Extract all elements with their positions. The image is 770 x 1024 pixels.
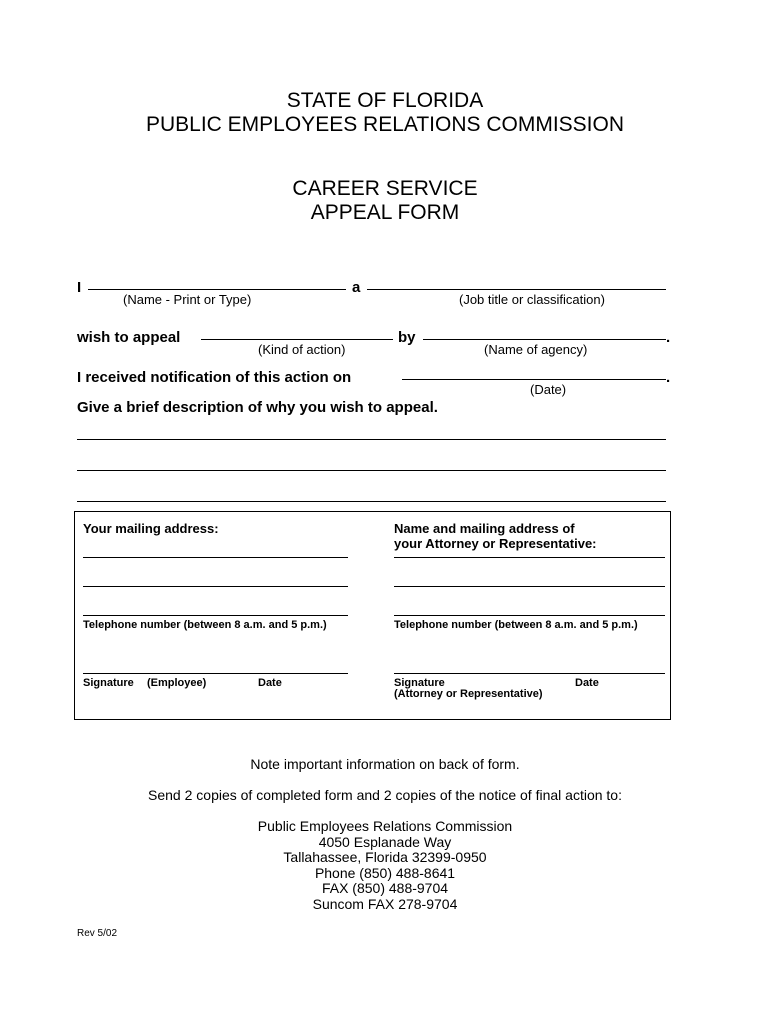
signature-line-right[interactable] xyxy=(394,673,665,674)
period-1: . xyxy=(666,329,671,346)
title-state: STATE OF FLORIDA xyxy=(286,89,484,112)
attorney-address-label xyxy=(394,521,597,551)
phone-caption-left: Telephone number (between 8 a.m. and 5 p.m.) xyxy=(83,619,327,631)
address-block xyxy=(0,819,770,912)
note-text: Note important information on back of form. xyxy=(250,756,520,772)
revision-label: Rev 5/02 xyxy=(77,928,118,939)
address-line-4: Phone (850) 488-8641 xyxy=(314,864,456,881)
description-line-1[interactable] xyxy=(77,439,666,440)
address-line-1: Public Employees Relations Commission xyxy=(257,818,513,834)
title-commission: PUBLIC EMPLOYEES RELATIONS COMMISSION xyxy=(145,113,625,136)
attorney-address-line-2[interactable] xyxy=(394,586,665,587)
agency-field-line[interactable] xyxy=(423,339,666,340)
job-title-caption: (Job title or classification) xyxy=(459,292,605,307)
name-caption: (Name - Print or Type) xyxy=(123,292,252,307)
kind-of-action-caption: (Kind of action) xyxy=(258,342,346,357)
by-label: by xyxy=(398,329,416,346)
mailing-address-line-2[interactable] xyxy=(83,586,348,587)
agency-caption: (Name of agency) xyxy=(484,342,588,357)
attorney-label-line-1: Name and mailing address of xyxy=(394,521,575,536)
a-label: a xyxy=(352,279,361,296)
period-2: . xyxy=(666,369,671,386)
phone-caption-right: Telephone number (between 8 a.m. and 5 p.m.) xyxy=(394,619,638,631)
signature-caption-right: Signature xyxy=(394,677,445,689)
i-label: I xyxy=(77,279,82,296)
address-line-6: Suncom FAX 278-9704 xyxy=(312,895,458,912)
wish-to-appeal-label: wish to appeal xyxy=(77,329,181,346)
name-field-line[interactable] xyxy=(88,289,346,290)
kind-of-action-field-line[interactable] xyxy=(201,339,393,340)
date-caption-left: Date xyxy=(258,677,282,689)
mailing-address-label: Your mailing address: xyxy=(83,521,219,536)
attorney-label-line-2: your Attorney or Representative: xyxy=(394,536,597,551)
representative-caption: (Attorney or Representative) xyxy=(394,688,543,700)
description-line-3[interactable] xyxy=(77,501,666,502)
employee-caption: (Employee) xyxy=(147,677,207,689)
job-title-field-line[interactable] xyxy=(367,289,666,290)
notification-date-field-line[interactable] xyxy=(402,379,666,380)
date-caption: (Date) xyxy=(530,382,567,397)
date-caption-right: Date xyxy=(575,677,599,689)
title-appeal-form: APPEAL FORM xyxy=(310,201,460,224)
address-line-5: FAX (850) 488-9704 xyxy=(321,880,449,896)
title-career-service: CAREER SERVICE xyxy=(292,177,478,200)
description-label: Give a brief description of why you wish to appeal. xyxy=(77,399,438,416)
phone-line-right[interactable] xyxy=(394,615,665,616)
address-line-3: Tallahassee, Florida 32399-0950 xyxy=(283,849,487,865)
signature-line-left[interactable] xyxy=(83,673,348,674)
description-line-2[interactable] xyxy=(77,470,666,471)
send-copies-text: Send 2 copies of completed form and 2 copies of the notice of final action to: xyxy=(148,787,622,803)
mailing-address-line-1[interactable] xyxy=(83,557,348,558)
phone-line-left[interactable] xyxy=(83,615,348,616)
address-line-2: 4050 Esplanade Way xyxy=(318,833,452,850)
signature-caption-left: Signature xyxy=(83,677,134,689)
attorney-address-line-1[interactable] xyxy=(394,557,665,558)
notification-label: I received notification of this action on xyxy=(77,369,352,386)
